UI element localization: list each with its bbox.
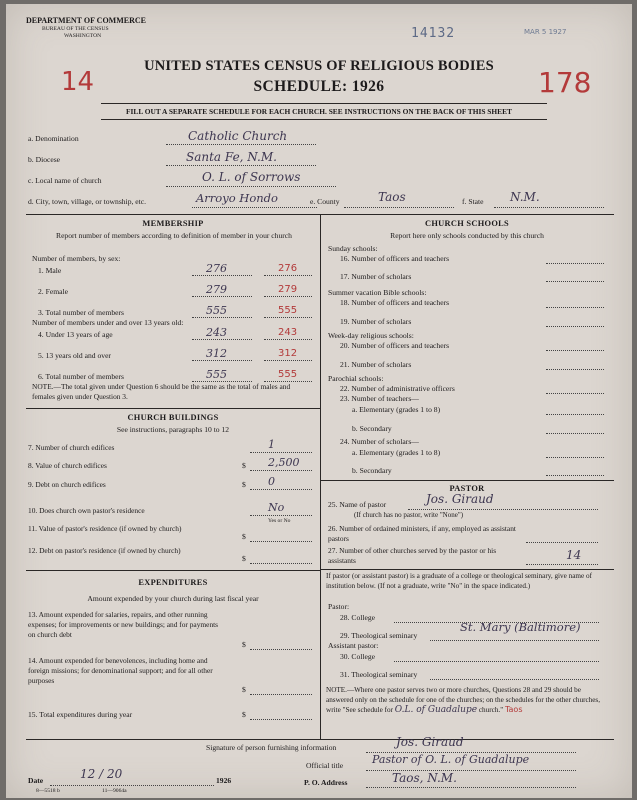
pastor-note <box>326 686 608 716</box>
membership-row-value: 555 <box>206 368 227 381</box>
form-title: UNITED STATES CENSUS OF RELIGIOUS BODIES <box>144 58 494 74</box>
membership-row-value: 312 <box>206 347 227 360</box>
department-name: DEPARTMENT OF COMMERCE <box>26 16 147 25</box>
building-row-label: 8. Value of church edifices <box>28 461 107 470</box>
membership-row-label: 2. Female <box>38 287 68 296</box>
membership-row-value: 276 <box>206 262 227 275</box>
members-by-age-label: Number of members under and over 13 years old: <box>32 318 184 327</box>
q30-label: 30. College <box>340 652 376 661</box>
building-value-line <box>250 541 312 542</box>
school-value-line <box>546 475 604 476</box>
school-sunday-label: Sunday schools: <box>328 244 378 253</box>
q15-label: 15. Total expenditures during year <box>28 710 133 719</box>
q13-dollar: $ <box>242 640 246 649</box>
diocese-label: b. Diocese <box>28 155 61 164</box>
school-value-line <box>546 369 604 370</box>
building-row-value: No <box>268 501 285 514</box>
membership-value-line <box>192 275 252 276</box>
school-q21-label: 21. Number of scholars <box>340 360 412 369</box>
q27-label: 27. Number of other churches served by the pastor or his assistants <box>328 546 497 565</box>
school-weekday-label: Week-day religious schools: <box>328 331 414 340</box>
buildings-subheading: See instructions, paragraphs 10 to 12 <box>116 425 230 434</box>
schools-intro: Report here only schools conducted by this church <box>390 231 544 240</box>
official-title-label: Official title <box>306 761 344 770</box>
po-address-label: P. O. Address <box>304 778 348 787</box>
membership-value-line <box>192 360 252 361</box>
building-row-dollar: $ <box>242 461 246 470</box>
school-value-line <box>546 326 604 327</box>
school-q23b-label: b. Secondary <box>352 424 392 433</box>
membership-heading: MEMBERSHIP <box>142 219 204 228</box>
date-value: 12 / 20 <box>80 767 123 781</box>
building-row-dollar: $ <box>242 532 246 541</box>
school-q24b-label: b. Secondary <box>352 466 392 475</box>
school-parochial-label: Parochial schools: <box>328 374 384 383</box>
red-annotation-right: 178 <box>538 66 592 99</box>
q15-dollar: $ <box>242 710 246 719</box>
state-value: N.M. <box>510 190 540 204</box>
school-value-line <box>546 263 604 264</box>
diocese-value: Santa Fe, N.M. <box>186 150 277 164</box>
received-stamp-number: 14132 <box>411 26 456 41</box>
membership-row-value: 243 <box>206 326 227 339</box>
q14-label: 14. Amount expended for benevolences, including home and foreign missions; for denominational support; and for all other purposes <box>28 656 213 685</box>
membership-value-line <box>192 317 252 318</box>
building-row-sub: Yes or No <box>268 518 291 524</box>
q25-label: 25. Name of pastor <box>328 500 387 509</box>
bureau-city: WASHINGTON <box>64 33 102 39</box>
q25-value: Jos. Giraud <box>426 492 494 506</box>
building-value-line <box>250 515 312 516</box>
expenditures-intro: Amount expended by your church during last fiscal year <box>87 594 259 603</box>
membership-row-label: 5. 13 years old and over <box>38 351 111 360</box>
school-q16-label: 16. Number of officers and teachers <box>340 254 450 263</box>
membership-note: NOTE.—The total given under Question 6 should be the same as the total of males and females given under Question 3. <box>32 382 291 401</box>
school-q17-label: 17. Number of scholars <box>340 272 412 281</box>
q14-dollar: $ <box>242 685 246 694</box>
q25-note: (If church has no pastor, write "None") <box>354 511 464 519</box>
q26-label: 26. Number of ordained ministers, if any, employed as assistant pastors <box>328 524 516 543</box>
county-label: e. County <box>310 197 340 206</box>
red-annotation-left: 14 <box>61 67 95 97</box>
pastor-sub-label: Pastor: <box>328 602 350 611</box>
city-label: d. City, town, village, or township, etc. <box>28 197 147 206</box>
school-summer-label: Summer vacation Bible schools: <box>328 288 427 297</box>
form-code-2: 11—9064a <box>102 788 127 794</box>
members-by-sex-label: Number of members, by sex: <box>32 254 121 263</box>
college-note: If pastor (or assistant pastor) is a graduate of a college or theological seminary, give name of institution below. (If not a graduate, write "No" in the space indicated.) <box>326 572 592 590</box>
membership-row-label: 3. Total number of members <box>38 308 125 317</box>
school-value-line <box>546 414 604 415</box>
membership-check-line <box>264 275 312 276</box>
signature-label: Signature of person furnishing information <box>206 743 337 752</box>
official-title-value: Pastor of O. L. of Guadalupe <box>372 753 530 766</box>
school-q18-label: 18. Number of officers and teachers <box>340 298 450 307</box>
school-q24-label: 24. Number of scholars— <box>340 437 419 446</box>
pastor-note-handwritten: O.L. of Guadalupe <box>394 705 478 715</box>
membership-row-label: 6. Total number of members <box>38 372 125 381</box>
building-row-value: 2,500 <box>268 456 300 469</box>
membership-value-line <box>192 296 252 297</box>
building-row-value: 1 <box>268 438 275 451</box>
building-row-label: 9. Debt on church edifices <box>28 480 106 489</box>
building-row-label: 7. Number of church edifices <box>28 443 115 452</box>
membership-row-check: 312 <box>278 348 298 359</box>
school-value-line <box>546 457 604 458</box>
census-schedule-sheet <box>6 4 632 798</box>
school-value-line <box>546 433 604 434</box>
membership-check-line <box>264 317 312 318</box>
assistant-pastor-label: Assistant pastor: <box>328 641 379 650</box>
school-value-line <box>546 281 604 282</box>
q13-label: 13. Amount expended for salaries, repairs, and other running expenses; for improvements or new buildings; and for payments on church debt <box>28 610 219 639</box>
buildings-heading: CHURCH BUILDINGS <box>127 413 219 422</box>
membership-row-value: 279 <box>206 283 227 296</box>
denomination-value: Catholic Church <box>188 129 288 143</box>
building-row-label: 12. Debt on pastor's residence (if owned by church) <box>28 546 181 555</box>
pastor-note-text: NOTE.—Where one pastor serves two or more churches, Questions 28 and 29 should be answered only on the schedule for one of the churches; on the schedules for the other churches, write "See schedule for <box>326 686 601 714</box>
school-value-line <box>546 350 604 351</box>
bureau-name: BUREAU OF THE CENSUS <box>42 26 109 32</box>
state-label: f. State <box>462 197 484 206</box>
membership-row-value: 555 <box>206 304 227 317</box>
membership-row-label: 1. Male <box>38 266 62 275</box>
building-value-line <box>250 470 312 471</box>
school-q19-label: 19. Number of scholars <box>340 317 412 326</box>
denomination-label: a. Denomination <box>28 134 79 143</box>
school-value-line <box>546 393 604 394</box>
form-schedule-year: SCHEDULE: 1926 <box>253 78 385 95</box>
building-row-label: 11. Value of pastor's residence (if owned by church) <box>28 524 182 533</box>
q29-label: 29. Theological seminary <box>340 631 418 640</box>
form-code: 8—5518 b <box>36 788 60 794</box>
schools-heading: CHURCH SCHOOLS <box>424 219 509 228</box>
expenditures-heading: EXPENDITURES <box>138 578 208 587</box>
building-value-line <box>250 452 312 453</box>
membership-check-line <box>264 296 312 297</box>
membership-value-line <box>192 339 252 340</box>
membership-row-label: 4. Under 13 years of age <box>38 330 113 339</box>
building-value-line <box>250 489 312 490</box>
pastor-heading: PASTOR <box>449 484 485 493</box>
building-row-dollar: $ <box>242 554 246 563</box>
membership-check-line <box>264 339 312 340</box>
membership-check-line <box>264 360 312 361</box>
membership-row-check: 279 <box>278 284 298 295</box>
form-instruction: FILL OUT A SEPARATE SCHEDULE FOR EACH CHURCH. SEE INSTRUCTIONS ON THE BACK OF THIS SHEET <box>126 107 512 116</box>
city-value: Arroyo Hondo <box>196 191 278 205</box>
date-year: 1926 <box>216 776 232 785</box>
building-row-dollar: $ <box>242 480 246 489</box>
pastor-note-handwritten-place: Taos <box>504 705 523 714</box>
po-address-value: Taos, N.M. <box>392 771 457 785</box>
membership-row-check: 555 <box>278 369 298 380</box>
membership-row-check: 243 <box>278 327 298 338</box>
building-row-value: 0 <box>268 475 275 488</box>
school-q22-label: 22. Number of administrative officers <box>340 384 455 393</box>
membership-row-check: 555 <box>278 305 298 316</box>
q27-value: 14 <box>566 548 582 562</box>
school-q24a-label: a. Elementary (grades 1 to 8) <box>352 448 441 457</box>
school-value-line <box>546 307 604 308</box>
school-q23-label: 23. Number of teachers— <box>340 394 419 403</box>
building-value-line <box>250 563 312 564</box>
date-label: Date <box>28 776 44 785</box>
county-value: Taos <box>378 190 406 204</box>
q28-label: 28. College <box>340 613 376 622</box>
school-q23a-label: a. Elementary (grades 1 to 8) <box>352 405 441 414</box>
building-row-label: 10. Does church own pastor's residence <box>28 506 145 515</box>
q31-label: 31. Theological seminary <box>340 670 418 679</box>
membership-intro: Report number of members according to definition of member in your church <box>56 231 292 240</box>
school-q20-label: 20. Number of officers and teachers <box>340 341 450 350</box>
membership-row-check: 276 <box>278 263 298 274</box>
local-name-label: c. Local name of church <box>28 176 102 185</box>
received-stamp-date: MAR 5 1927 <box>524 28 567 36</box>
signature-value: Jos. Giraud <box>396 735 464 749</box>
q29-value: St. Mary (Baltimore) <box>460 620 581 634</box>
pastor-note-end: church." <box>478 706 504 714</box>
local-name-value: O. L. of Sorrows <box>202 170 301 184</box>
